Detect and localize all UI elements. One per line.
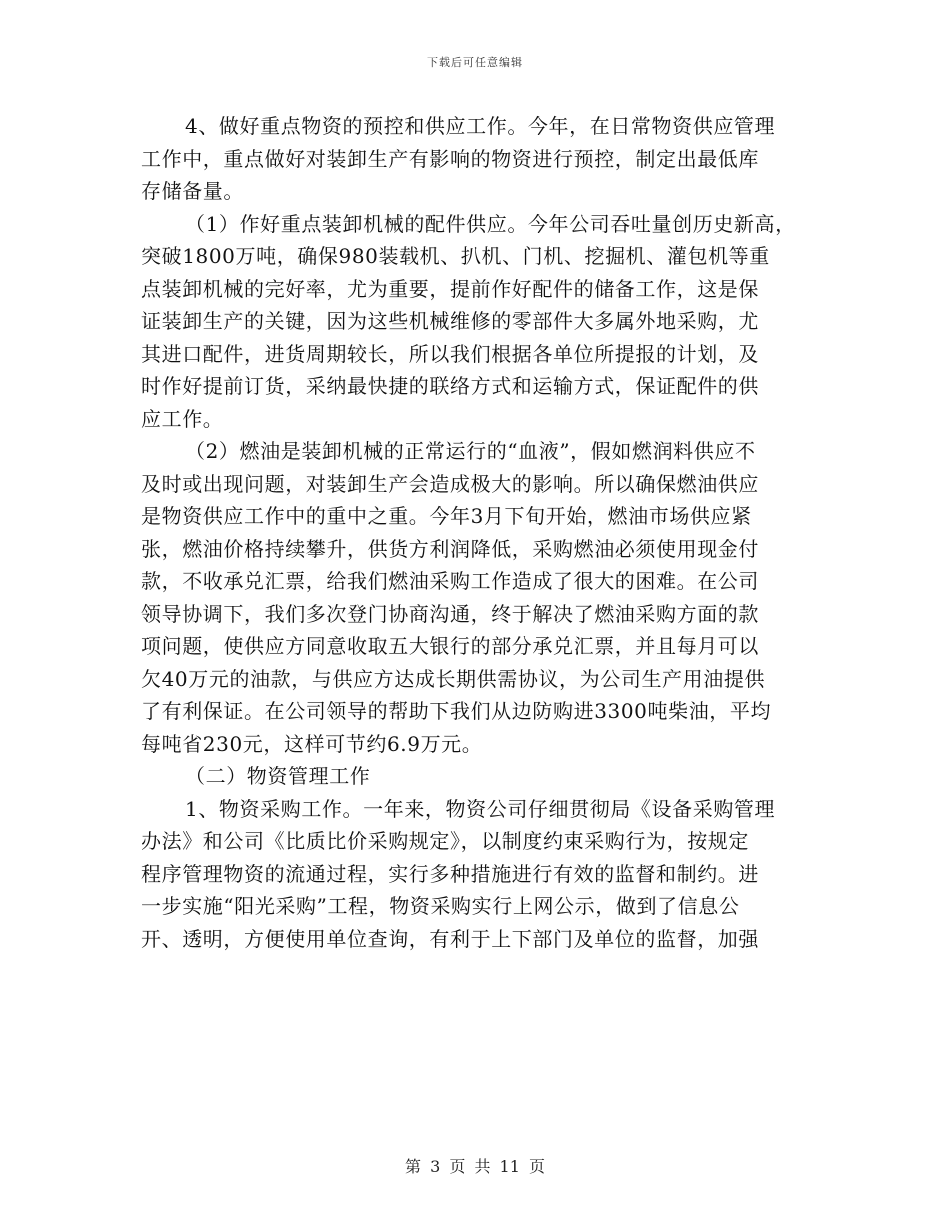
page-footer: 第 3 页 共 11 页 — [405, 1157, 545, 1176]
page-header: 下载后可任意编辑 — [427, 56, 523, 69]
text-line: 4、做好重点物资的预控和供应工作。今年，在日常物资供应管理 — [185, 114, 776, 138]
text-line: 其进口配件，进货周期较长，所以我们根据各单位所提报的计划，及 — [141, 341, 759, 366]
text-line: 突破1800万吨，确保980装载机、扒机、门机、挖掘机、灌包机等重 — [141, 244, 770, 268]
text-line: 证装卸生产的关键，因为这些机械维修的零部件大多属外地采购，尤 — [141, 309, 759, 333]
text-line: （1）作好重点装卸机械的配件供应。今年公司吞吐量创历史新高， — [185, 211, 796, 236]
text-line: 及时或出现问题，对装卸生产会造成极大的影响。所以确保燃油供应 — [141, 471, 759, 496]
body-text — [141, 110, 831, 955]
text-line: 欠40万元的油款，与供应方达成长期供需协议，为公司生产用油提供 — [141, 666, 766, 691]
text-line: 了有利保证。在公司领导的帮助下我们从边防购进3300吨柴油，平均 — [141, 699, 772, 723]
text-line: 领导协调下，我们多次登门协商沟通，终于解决了燃油采购方面的款 — [141, 601, 759, 626]
text-line: 是物资供应工作中的重中之重。今年3月下旬开始，燃油市场供应紧 — [141, 504, 752, 528]
text-line: 点装卸机械的完好率，尤为重要，提前作好配件的储备工作，这是保 — [141, 276, 759, 301]
text-line: 1、物资采购工作。一年来，物资公司仔细贯彻局《设备采购管理 — [185, 796, 776, 821]
text-line: 每吨省230元，这样可节约6.9万元。 — [141, 731, 483, 756]
text-line: 一步实施“阳光采购”工程，物资采购实行上网公示，做到了信息公 — [141, 894, 740, 918]
text-line: 项问题，使供应方同意收取五大银行的部分承兑汇票，并且每月可以 — [141, 634, 759, 658]
text-line: （二）物资管理工作 — [185, 764, 371, 788]
text-line: 应工作。 — [141, 406, 224, 431]
text-line: 程序管理物资的流通过程，实行多种措施进行有效的监督和制约。进 — [141, 861, 759, 886]
text-line: 工作中，重点做好对装卸生产有影响的物资进行预控，制定出最低库 — [141, 146, 759, 171]
text-line: 办法》和公司《比质比价采购规定》，以制度约束采购行为，按规定 — [141, 829, 749, 853]
text-line: 时作好提前订货，采纳最快捷的联络方式和运输方式，保证配件的供 — [141, 374, 759, 398]
text-line: 款，不收承兑汇票，给我们燃油采购工作造成了很大的困难。在公司 — [141, 569, 759, 593]
text-line: 张，燃油价格持续攀升，供货方利润降低，采购燃油必须使用现金付 — [141, 536, 759, 561]
text-line: （2）燃油是装卸机械的正常运行的“血液”，假如燃润料供应不 — [185, 439, 756, 463]
text-line: 开、透明，方便使用单位查询，有利于上下部门及单位的监督，加强 — [141, 926, 759, 951]
text-line: 存储备量。 — [141, 179, 244, 203]
